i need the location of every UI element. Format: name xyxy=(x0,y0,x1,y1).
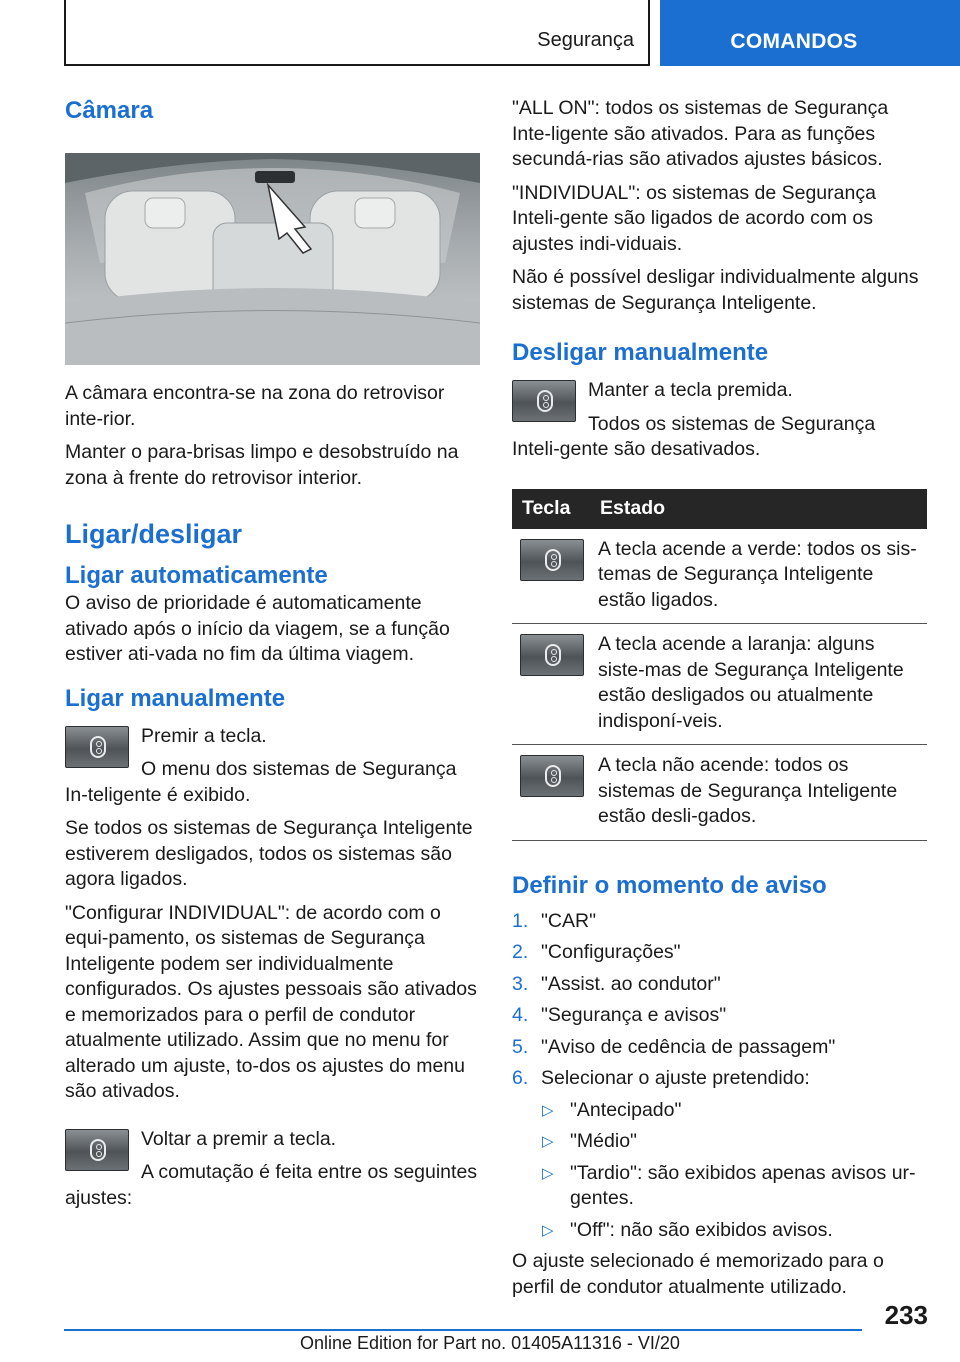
step-number: 1. xyxy=(512,909,529,932)
triangle-bullet-icon: ▷ xyxy=(542,1133,554,1150)
individual-text: "INDIVIDUAL": os sistemas de Segurança Inteli-gente são ligados de acordo com os ajustes indi-viduais. xyxy=(512,181,876,255)
list-item xyxy=(512,1003,927,1029)
option-item xyxy=(512,1161,927,1212)
list-item xyxy=(512,1066,927,1243)
safety-systems-icon xyxy=(90,736,106,758)
table-row xyxy=(512,624,927,745)
list-item xyxy=(512,972,927,998)
note-text: Não é possível desligar individualmente alguns sistemas de Segurança Inteligente. xyxy=(512,266,919,314)
camera-heading: Câmara xyxy=(65,97,154,124)
option-text: "Off": não são exibidos avisos. xyxy=(570,1218,833,1241)
header-section-box xyxy=(64,0,650,66)
list-item xyxy=(512,940,927,966)
camera-clean-text: Manter o para-brisas limpo e desobstruído na zona à frente do retrovisor interior. xyxy=(65,441,459,489)
safety-systems-icon xyxy=(537,390,553,412)
option-text: "Antecipado" xyxy=(570,1098,682,1121)
table-row xyxy=(512,745,927,841)
safety-button-off-image xyxy=(520,755,584,797)
safety-systems-icon xyxy=(90,1139,106,1161)
manual-off-heading: Desligar manualmente xyxy=(512,339,769,366)
safety-systems-icon xyxy=(545,549,561,571)
step-text: "Aviso de cedência de passagem" xyxy=(541,1035,836,1058)
onoff-heading: Ligar/desligar xyxy=(65,519,243,549)
manual-on-heading: Ligar manualmente xyxy=(65,684,286,712)
table-cell-state: A tecla acende a verde: todos os sis-temas de Segurança Inteligente estão ligados. xyxy=(590,529,927,624)
manual-step-4: A comutação é feita entre os seguintes ajustes: xyxy=(65,1161,478,1209)
off-step-2: Todos os sistemas de Segurança Inteli-gente são desativados. xyxy=(512,412,876,460)
camera-photo xyxy=(65,153,480,365)
option-text: "Tardio": são exibidos apenas avisos ur-gentes. xyxy=(570,1161,916,1209)
button-state-table xyxy=(512,489,927,841)
edition-text: Online Edition for Part no. 01405A11316 - VI/20 xyxy=(300,1333,680,1353)
car-interior-illustration xyxy=(65,153,480,365)
list-item xyxy=(512,1035,927,1061)
table-cell-state: A tecla acende a laranja: alguns siste-mas de Segurança Inteligente estão desligados ou atualmente indisponí-veis. xyxy=(590,624,927,745)
triangle-bullet-icon: ▷ xyxy=(542,1221,554,1239)
step-text: Selecionar o ajuste pretendido: xyxy=(541,1067,810,1089)
table-header-key: Tecla xyxy=(512,489,590,529)
manual-step-1: Premir a tecla. xyxy=(141,724,267,747)
auto-text: O aviso de prioridade é automaticamente ativado após o início da viagem, se a função estiver ati-vada no fim da última viagem. xyxy=(65,592,450,665)
option-item xyxy=(512,1098,927,1124)
auto-heading: Ligar automaticamente xyxy=(65,562,328,589)
safety-button-image xyxy=(65,726,129,768)
off-step-1: Manter a tecla premida. xyxy=(588,379,793,401)
section-title: Segurança xyxy=(537,29,634,51)
table-header-state: Estado xyxy=(590,489,927,529)
step-text: "Configurações" xyxy=(541,941,681,963)
triangle-bullet-icon: ▷ xyxy=(542,1101,554,1119)
chapter-title: COMANDOS xyxy=(730,30,858,53)
safety-button-orange-image xyxy=(520,634,584,676)
safety-button-image xyxy=(65,1129,129,1171)
step-text: "Assist. ao condutor" xyxy=(541,972,721,995)
option-text: "Médio" xyxy=(570,1130,637,1152)
final-note-text: O ajuste selecionado é memorizado para o perfil de condutor atualmente utilizado. xyxy=(512,1250,884,1298)
table-cell-state: A tecla não acende: todos os sistemas de Segurança Inteligente estão desli-gados. xyxy=(590,745,927,841)
warning-time-heading: Definir o momento de aviso xyxy=(512,871,827,899)
footer-rule xyxy=(64,1329,862,1331)
safety-button-image xyxy=(512,380,576,422)
camera-location-text: A câmara encontra-se na zona do retrovisor inte-rior. xyxy=(65,382,445,430)
right-column xyxy=(512,96,927,1308)
triangle-bullet-icon: ▷ xyxy=(542,1164,554,1182)
safety-button-green-image xyxy=(520,539,584,581)
option-item xyxy=(512,1218,927,1244)
step-text: "Segurança e avisos" xyxy=(541,1004,727,1026)
manual-step-2: O menu dos sistemas de Segurança In-teligente é exibido. xyxy=(65,758,457,806)
step-number: 4. xyxy=(512,1004,529,1026)
chapter-tab xyxy=(660,0,960,66)
manual-step-3: Voltar a premir a tecla. xyxy=(141,1127,337,1150)
left-column xyxy=(65,96,480,1219)
step-text: "CAR" xyxy=(541,909,597,932)
step-number: 3. xyxy=(512,972,529,995)
table-header-row xyxy=(512,489,927,529)
page-number: 233 xyxy=(884,1300,928,1330)
safety-systems-icon xyxy=(545,765,561,787)
options-list xyxy=(512,1098,927,1244)
manual-all-off-text: Se todos os sistemas de Segurança Inteligente estiverem desligados, todos os sistemas são agora ligados. xyxy=(65,817,473,890)
table-row xyxy=(512,529,927,624)
step-number: 5. xyxy=(512,1035,529,1058)
step-number: 6. xyxy=(512,1067,529,1089)
warning-steps-list xyxy=(512,909,927,1244)
all-on-text: "ALL ON": todos os sistemas de Segurança Inte-ligente são ativados. Para as funções secundá-rias são ativados ajustes básicos. xyxy=(512,97,889,170)
option-item xyxy=(512,1129,927,1155)
step-number: 2. xyxy=(512,941,529,963)
safety-systems-icon xyxy=(545,644,561,666)
manual-individual-text: "Configurar INDIVIDUAL": de acordo com o equi-pamento, os sistemas de Segurança Inteligente podem ser individualmente configurados. Os ajustes pessoais são ativados e memorizados para o perfil de condutor atualmente utilizado. Assim que no menu for alterado um ajuste, to-dos os ajustes do menu são ativados. xyxy=(65,901,477,1102)
list-item xyxy=(512,909,927,935)
